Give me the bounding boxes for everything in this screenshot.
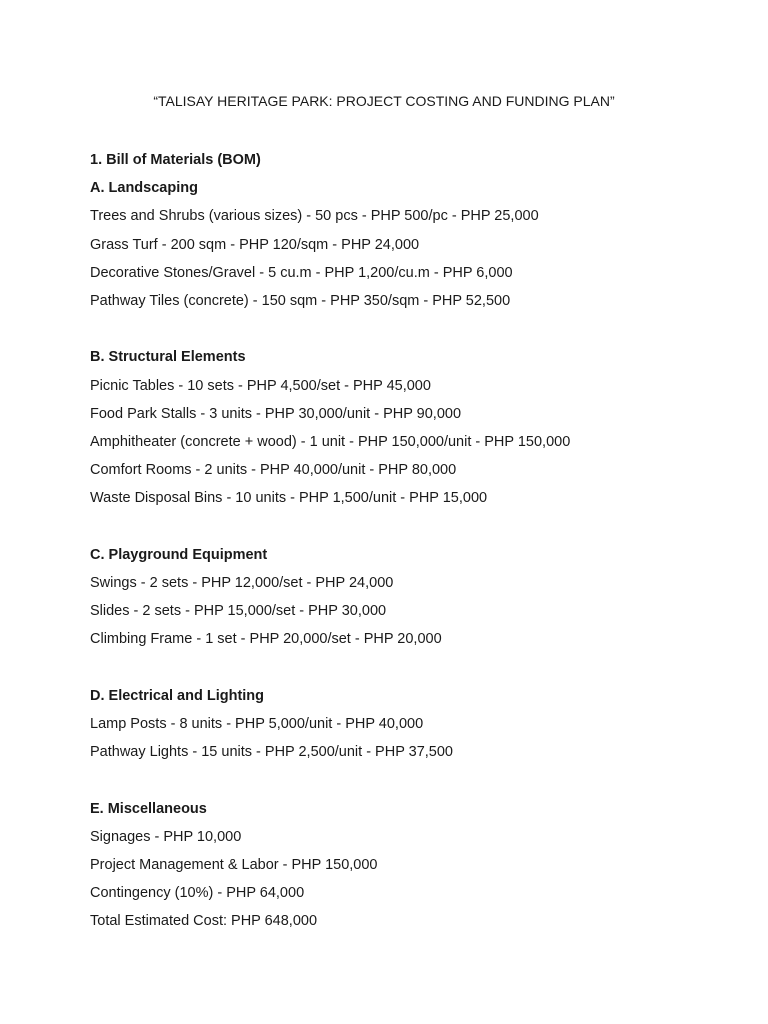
list-item: Waste Disposal Bins - 10 units - PHP 1,500/unit - PHP 15,000 [90,490,488,507]
list-item: Slides - 2 sets - PHP 15,000/set - PHP 30,000 [90,603,387,620]
list-item: Comfort Rooms - 2 units - PHP 40,000/unit - PHP 80,000 [90,462,457,479]
section-landscaping [90,174,730,315]
section-heading: E. Miscellaneous [90,800,207,817]
list-item: Pathway Tiles (concrete) - 150 sqm - PHP 350/sqm - PHP 52,500 [90,293,511,310]
section-heading: A. Landscaping [90,180,198,197]
section-spacer [90,513,730,541]
list-item: Trees and Shrubs (various sizes) - 50 pcs - PHP 500/pc - PHP 25,000 [90,208,539,225]
section-electrical-lighting [90,682,730,767]
section-playground-equipment [90,541,730,654]
document-title: “TALISAY HERITAGE PARK: PROJECT COSTING AND FUNDING PLAN” [153,93,615,109]
list-item: Contingency (10%) - PHP 64,000 [90,885,305,902]
document-body [90,146,730,936]
section-heading: C. Playground Equipment [90,546,268,563]
section-spacer [90,766,730,794]
section-heading: B. Structural Elements [90,349,246,366]
section-heading: D. Electrical and Lighting [90,687,265,704]
list-item: Project Management & Labor - PHP 150,000 [90,857,378,874]
section-spacer [90,654,730,682]
section-miscellaneous [90,795,730,936]
list-item: Lamp Posts - 8 units - PHP 5,000/unit - PHP 40,000 [90,716,424,733]
list-item: Picnic Tables - 10 sets - PHP 4,500/set - PHP 45,000 [90,377,431,394]
list-item: Swings - 2 sets - PHP 12,000/set - PHP 24,000 [90,575,394,592]
total-cost-line: Total Estimated Cost: PHP 648,000 [90,913,318,930]
list-item: Food Park Stalls - 3 units - PHP 30,000/unit - PHP 90,000 [90,405,462,422]
list-item: Climbing Frame - 1 set - PHP 20,000/set - PHP 20,000 [90,631,442,648]
list-item: Amphitheater (concrete + wood) - 1 unit - PHP 150,000/unit - PHP 150,000 [90,434,571,451]
list-item: Pathway Lights - 15 units - PHP 2,500/unit - PHP 37,500 [90,744,453,761]
section-structural-elements [90,343,730,512]
list-item: Signages - PHP 10,000 [90,828,242,845]
section-spacer [90,315,730,343]
bom-heading: 1. Bill of Materials (BOM) [90,152,261,168]
list-item: Decorative Stones/Gravel - 5 cu.m - PHP 1,200/cu.m - PHP 6,000 [90,264,513,281]
list-item: Grass Turf - 200 sqm - PHP 120/sqm - PHP 24,000 [90,236,420,253]
